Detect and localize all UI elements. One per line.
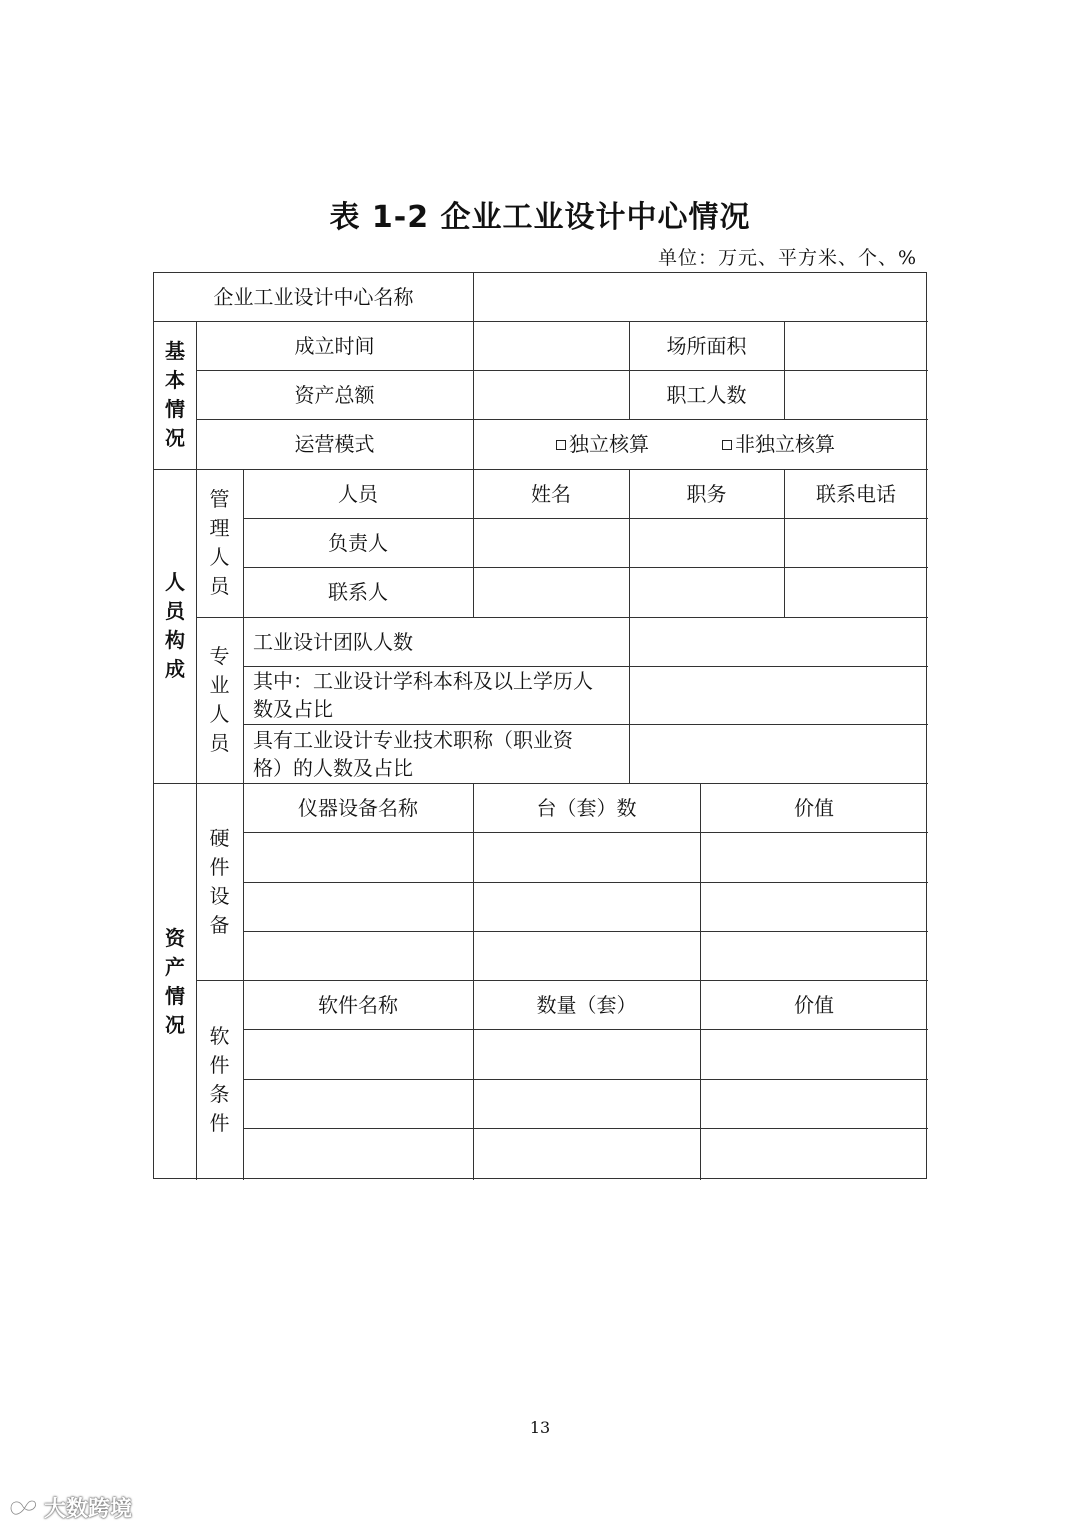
center-name-field[interactable] — [473, 273, 928, 321]
software-header-value: 价值 — [794, 992, 834, 1017]
software-header-name: 软件名称 — [318, 992, 398, 1017]
title-ratio-label: 具有工业设计专业技术职称（职业资 格）的人数及占比 — [253, 727, 573, 780]
employees-label: 职工人数 — [666, 382, 747, 407]
area-label: 场所面积 — [666, 333, 747, 358]
hardware-header-name: 仪器设备名称 — [298, 795, 418, 820]
header-name: 姓名 — [531, 481, 571, 506]
checkbox-icon[interactable] — [722, 440, 732, 450]
total-assets-label: 资产总额 — [294, 382, 375, 407]
title-ratio-field[interactable] — [629, 724, 928, 783]
assets-section-label: 资 产 情 况 — [165, 925, 185, 1037]
mode-options — [473, 419, 928, 469]
hardware-header-count: 台（套）数 — [536, 795, 637, 820]
basic-info-section-label: 基 本 情 况 — [165, 339, 185, 450]
watermark — [8, 1492, 132, 1523]
design-center-form — [153, 272, 927, 1179]
team-size-label: 工业设计团队人数 — [253, 629, 413, 654]
area-field[interactable] — [784, 321, 928, 370]
non-independent-option[interactable]: 非独立核算 — [722, 430, 835, 458]
professional-staff-label: 专 业 人 员 — [209, 644, 230, 755]
watermark-logo-icon — [8, 1497, 40, 1519]
header-person: 人员 — [338, 481, 378, 506]
row-leader-label: 负责人 — [328, 530, 388, 555]
header-phone: 联系电话 — [816, 481, 896, 506]
mode-label: 运营模式 — [294, 432, 375, 456]
management-staff-label: 管 理 人 员 — [209, 487, 230, 598]
page-number: 13 — [529, 1418, 551, 1437]
degree-ratio-field[interactable] — [629, 666, 928, 724]
employees-field[interactable] — [784, 370, 928, 419]
independent-option[interactable]: 独立核算 — [556, 430, 649, 458]
established-label: 成立时间 — [294, 333, 375, 358]
software-label: 软 件 条 件 — [209, 1024, 230, 1135]
checkbox-icon[interactable] — [556, 440, 566, 450]
hardware-header-value: 价值 — [794, 795, 834, 820]
header-position: 职务 — [686, 481, 727, 506]
center-name-label: 企业工业设计中心名称 — [213, 285, 414, 309]
unit-note: 单位：万元、平方米、个、% — [657, 247, 917, 269]
established-field[interactable] — [473, 321, 629, 370]
team-size-field[interactable] — [629, 617, 928, 666]
degree-ratio-label: 其中：工业设计学科本科及以上学历人 数及占比 — [253, 669, 593, 721]
watermark-text: 大数跨境 — [44, 1497, 133, 1522]
row-contact-label: 联系人 — [328, 580, 388, 604]
table-title: 表 1-2 企业工业设计中心情况 — [329, 200, 751, 235]
personnel-section-label: 人 员 构 成 — [165, 570, 185, 681]
hardware-label: 硬 件 设 备 — [209, 825, 230, 937]
software-header-count: 数量（套） — [536, 992, 637, 1017]
total-assets-field[interactable] — [473, 370, 629, 419]
